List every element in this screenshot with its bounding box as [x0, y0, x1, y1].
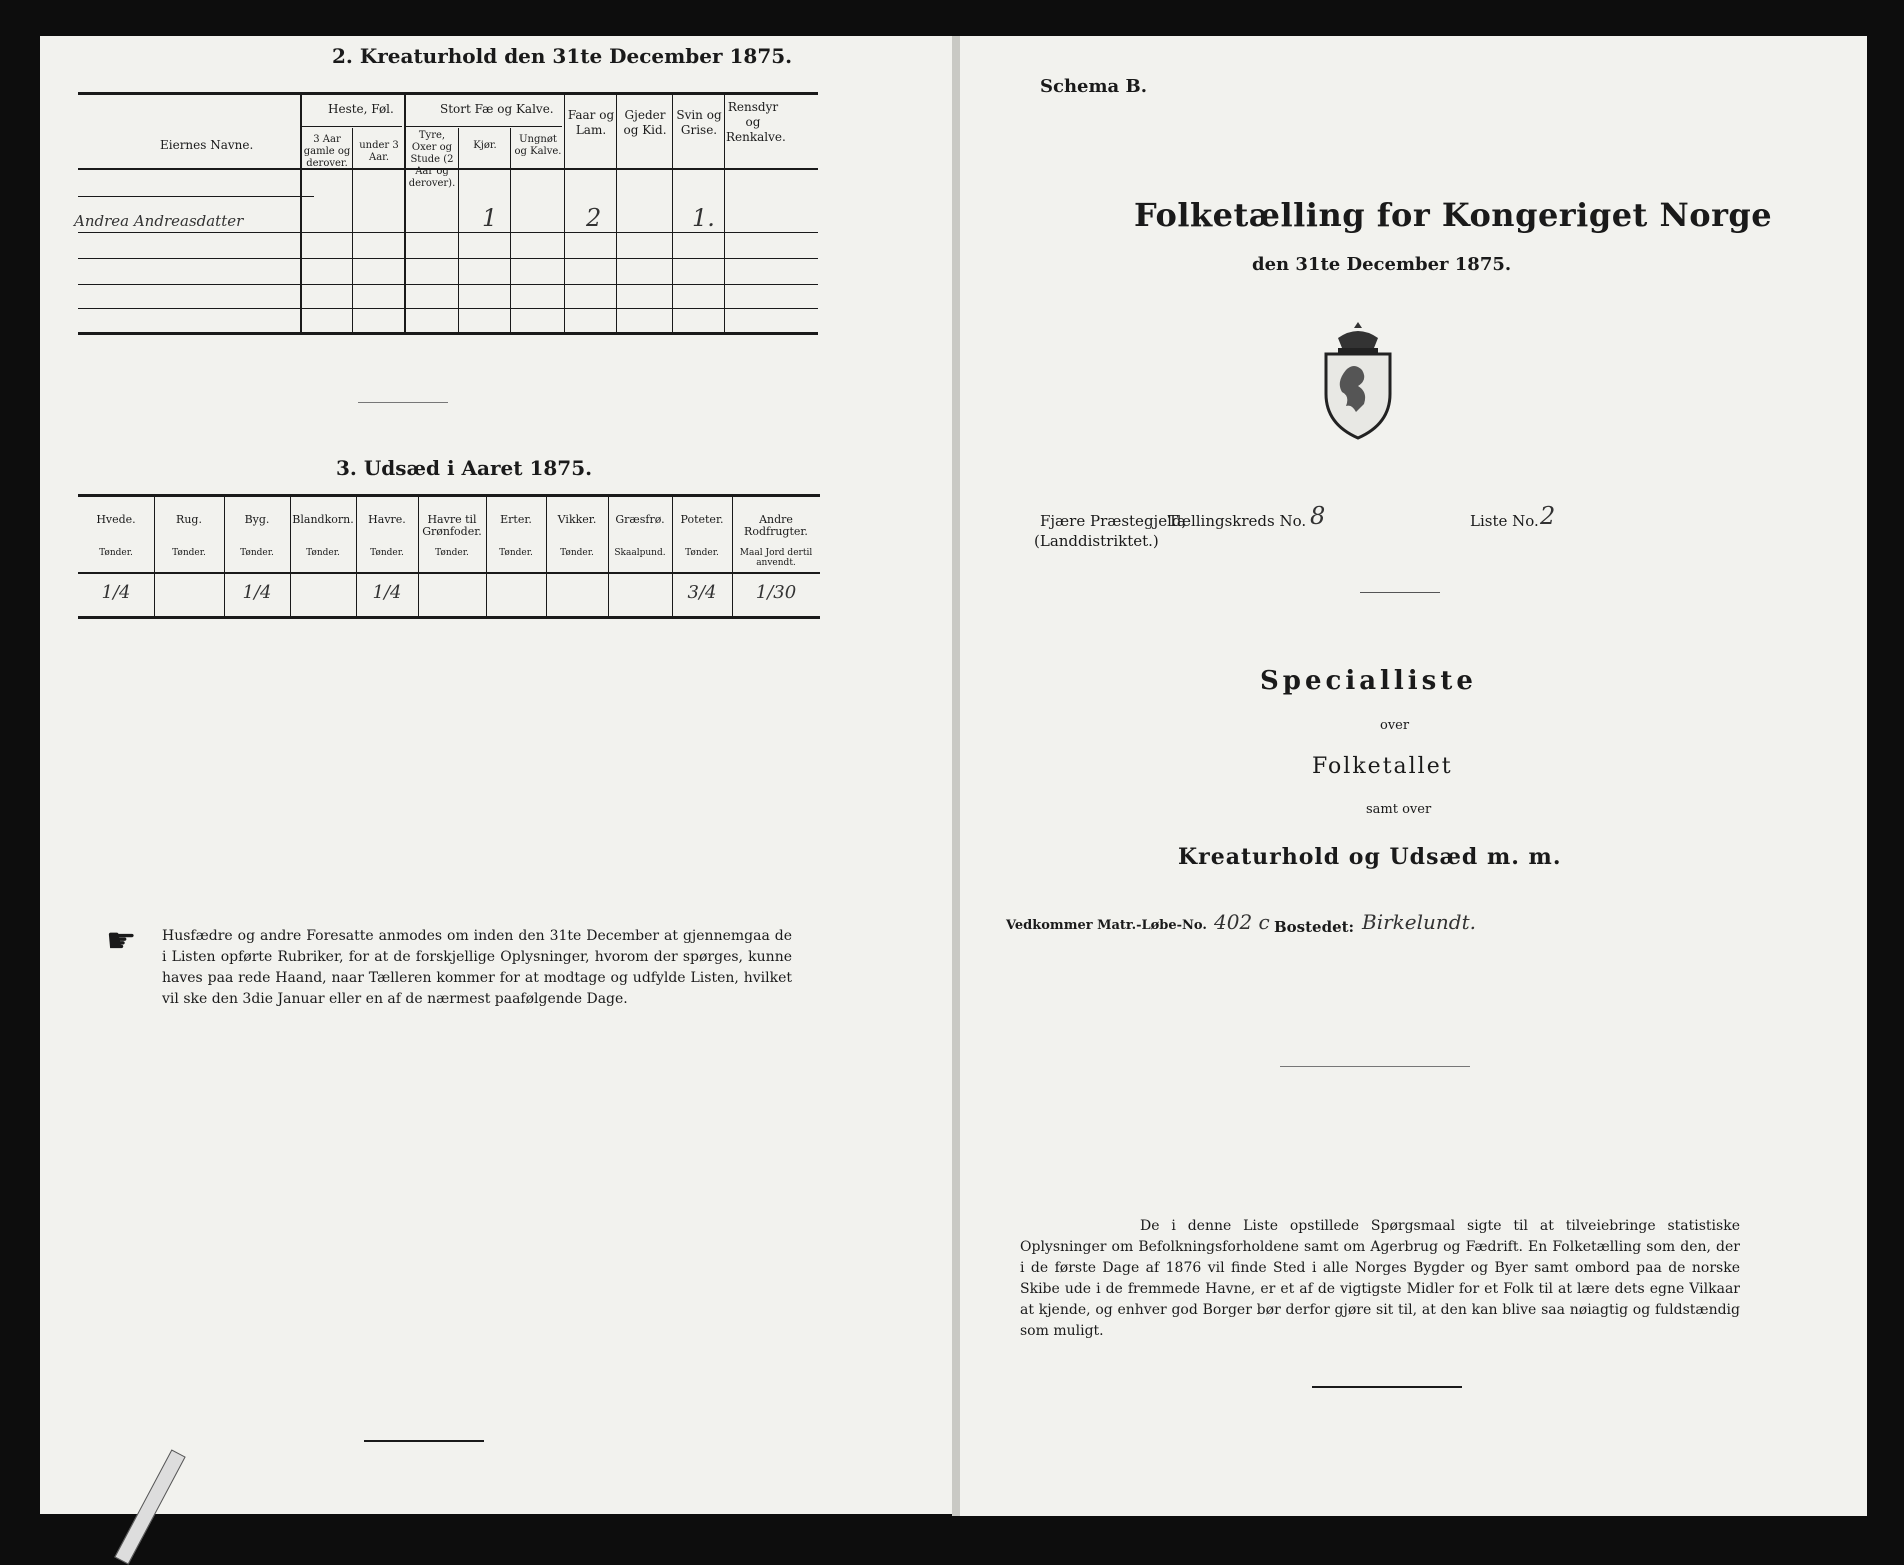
udsaed-value: 1/4: [372, 582, 402, 603]
col-line: [672, 92, 673, 332]
col-heste-header: Heste, Føl.: [328, 102, 394, 116]
owner-name: Andrea Andreasdatter: [74, 212, 244, 230]
parish-label: Fjære Præstegjeld,: [1040, 512, 1187, 530]
col-line: [458, 128, 459, 332]
udsaed-value: 3/4: [687, 582, 717, 603]
udsaed-value: 1/30: [755, 582, 797, 603]
table3-top-rule: [78, 494, 820, 497]
col-gjeder: Gjeder og Kid.: [623, 108, 667, 137]
col-heste-b: under 3 Aar.: [359, 140, 399, 163]
bosted-label: Bostedet:: [1274, 918, 1355, 936]
udsaed-col-header: Havre.: [368, 513, 406, 526]
kreds-value: 8: [1310, 502, 1326, 530]
sub-rule: [406, 126, 562, 127]
faar-value: 2: [586, 204, 602, 232]
footer-text: De i denne Liste opstillede Spørgsmaal sigte til at tilveiebringe statistiske Oplysninger om Befolkningsforholdene samt om Agerbrug og Fædrift. En Folketælling som den, der i de første Dage af 1876 vil finde Sted i alle Norges Bygder og Byer samt ombord paa de norske Skibe ude i de fremmede Havne, er et af de vigtigste Midler for et Folk til at lære dets egne Vilkaar at kjende, og enhver god Borger bør derfor gjøre sit til, at den kan blive saa nøiagtig og fuldstændig som muligt.: [1020, 1218, 1740, 1339]
page-fold: [952, 36, 960, 1516]
bottom-divider: [364, 1440, 484, 1442]
kreatur-line: Kreaturhold og Udsæd m. m.: [1178, 844, 1562, 870]
col-stort-header: Stort Fæ og Kalve.: [440, 102, 554, 116]
row-line: [78, 284, 818, 285]
district-label: (Landdistriktet.): [1034, 532, 1159, 550]
table2-bottom-rule: [78, 332, 818, 335]
section2-title: 2. Kreaturhold den 31te December 1875.: [332, 44, 793, 68]
main-title: Folketælling for Kongeriget Norge: [1134, 196, 1773, 234]
col-faar: Faar og Lam.: [567, 108, 615, 137]
udsaed-col-header: Rug.: [176, 513, 202, 526]
sub-rule: [302, 126, 402, 127]
samt-over: samt over: [1366, 802, 1432, 817]
col-line: [564, 92, 565, 332]
udsaed-col-header: Blandkorn.: [292, 513, 354, 526]
udsaed-col-unit: Tønder.: [172, 548, 206, 558]
udsaed-value: 1/4: [242, 582, 272, 603]
col-line: [352, 128, 353, 332]
col-stort-b: Kjør.: [473, 140, 497, 151]
udsaed-col-header: Havre til Grønfoder.: [422, 513, 482, 538]
udsaed-col-unit: Tønder.: [240, 548, 274, 558]
udsaed-col-header: Græsfrø.: [615, 513, 665, 526]
udsaed-value: 1/4: [101, 582, 131, 603]
row-line: [78, 232, 818, 233]
table2-top-rule: [78, 92, 818, 95]
udsaed-col-unit: Tønder.: [99, 548, 133, 558]
date-line: den 31te December 1875.: [1252, 254, 1512, 275]
udsaed-col-unit: Tønder.: [306, 548, 340, 558]
udsaed-col-unit: Tønder.: [499, 548, 533, 558]
bosted-value: Birkelundt.: [1362, 910, 1476, 934]
udsaed-col-unit: Tønder.: [370, 548, 404, 558]
col-line: [724, 92, 725, 332]
col-line: [616, 92, 617, 332]
udsaed-col-header: Poteter.: [680, 513, 724, 526]
col-heste-a: 3 Aar gamle og derover.: [303, 134, 351, 169]
udsaed-col-unit: Tønder.: [685, 548, 719, 558]
col-line: [510, 128, 511, 332]
col-rensdyr: Rensdyr og Renkalve.: [726, 100, 786, 144]
pointing-hand-icon: ☛: [106, 921, 137, 961]
divider: [1280, 1066, 1470, 1067]
pen-icon: [114, 1449, 185, 1564]
bottom-divider: [1312, 1386, 1462, 1388]
divider: [1360, 592, 1440, 593]
section3-title: 3. Udsæd i Aaret 1875.: [336, 456, 593, 480]
udsaed-col-header: Byg.: [244, 513, 270, 526]
over-1: over: [1380, 718, 1410, 733]
left-page: [40, 36, 952, 1514]
row-line: [78, 258, 818, 259]
udsaed-col-unit: Tønder.: [560, 548, 594, 558]
udsaed-col-header: Hvede.: [96, 513, 136, 526]
divider: [358, 402, 448, 403]
schema-label: Schema B.: [1040, 76, 1147, 97]
udsaed-col-header: Andre Rodfrugter.: [744, 513, 808, 538]
col-svin: Svin og Grise.: [676, 108, 722, 137]
col-stort-a: Tyre, Oxer og Stude (2 Aar og derover).: [408, 130, 456, 189]
coat-of-arms-icon: [1318, 320, 1398, 440]
special-title: Specialliste: [1260, 666, 1477, 696]
notice-text: Husfædre og andre Foresatte anmodes om inden den 31te December at gjennemgaa de i Listen opførte Rubriker, for at de forskjellige Oplysninger, hvorom der spørges, kunne haves paa rede Haand, naar Tælleren kommer for at modtage og udfylde Listen, hvilket vil ske den 3die Januar eller en af de nærmest paafølgende Dage.: [162, 928, 792, 1007]
table3-header-rule: [78, 572, 820, 574]
right-page: [960, 36, 1867, 1516]
col-stort-c: Ungnøt og Kalve.: [514, 134, 562, 157]
udsaed-col-unit: Skaalpund.: [614, 548, 666, 558]
matr-value: 402 c: [1214, 910, 1270, 934]
matr-label: Vedkommer Matr.-Løbe-No.: [1006, 918, 1207, 933]
col-line: [300, 92, 302, 332]
udsaed-col-header: Erter.: [500, 513, 532, 526]
row-line: [78, 308, 818, 309]
kjor-value: 1: [482, 204, 498, 232]
table3-bottom-rule: [78, 616, 820, 619]
liste-label: Liste No.: [1470, 512, 1539, 530]
folketallet: Folketallet: [1312, 754, 1453, 779]
udsaed-col-unit: Maal Jord dertil anvendt.: [739, 548, 813, 568]
udsaed-col-header: Vikker.: [557, 513, 597, 526]
liste-value: 2: [1540, 502, 1556, 530]
col-owner-header: Eiernes Navne.: [160, 138, 254, 152]
col-line: [404, 92, 406, 332]
row-line: [78, 196, 314, 197]
svin-value: 1.: [692, 204, 715, 232]
udsaed-col-unit: Tønder.: [435, 548, 469, 558]
kreds-label: Tællingskreds No.: [1168, 512, 1307, 530]
